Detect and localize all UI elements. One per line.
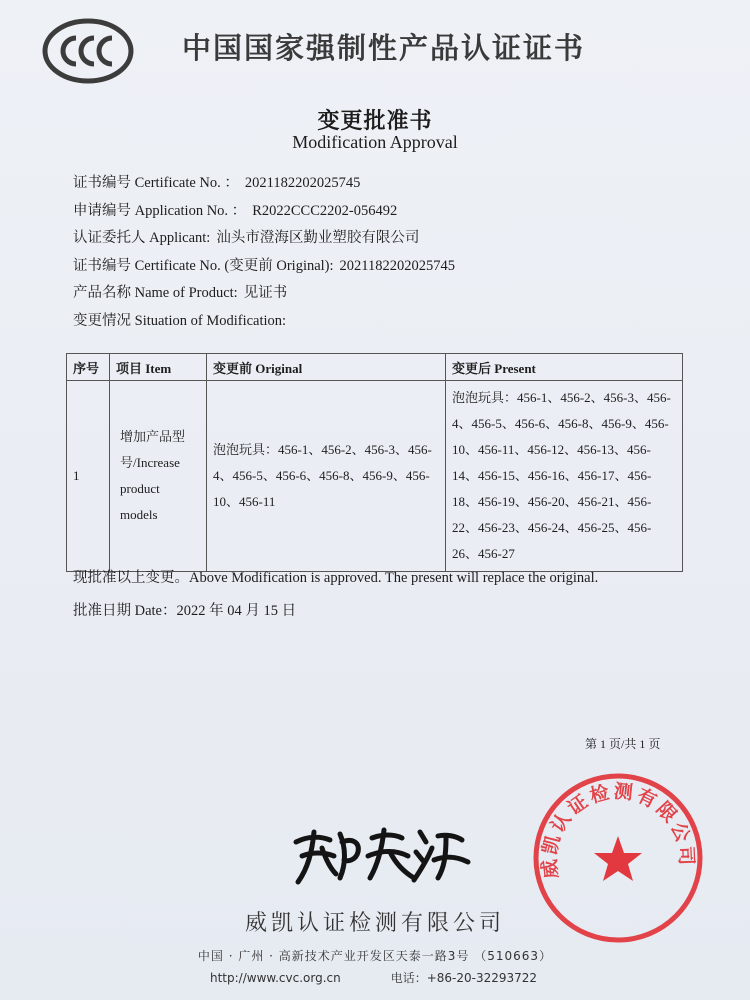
info-row-certificate-no [73,172,455,200]
signature [286,812,476,888]
cell-original: 泡泡玩具：456-1、456-2、456-3、456-4、456-5、456-6、456-8、456-9、456-10、456-11 [207,381,446,572]
footer-address: 中国 · 广州 · 高新技术产业开发区天泰一路3号 （510663） [197,949,553,963]
info-value: 汕头市澄海区勤业塑胶有限公司 [216,230,420,246]
info-value: R2022CCC2202-056492 [252,202,398,219]
header-item: 项目 Item [110,354,207,381]
info-label: 证书编号 Certificate No. ： [73,175,239,191]
info-label: 认证委托人 Applicant: [73,230,211,246]
footer-company: 威凯认证检测有限公司 [244,911,505,936]
header-original: 变更前 Original [207,354,446,381]
seal-text: 威凯认证检测有限公司 [538,780,698,880]
info-row-original-certificate [73,255,455,283]
info-label: 证书编号 Certificate No. (变更前 Original): [73,257,334,274]
info-label: 产品名称 Name of Product: [73,285,238,301]
header-title: 中国国家强制性产品认证证书 [182,31,586,65]
seal-star-icon [594,836,642,881]
approval-statement: 现批准以上变更。Above Modification is approved. The present will replace the original. [73,570,599,586]
info-label: 申请编号 Application No. ： [73,202,247,219]
info-row-product-name [73,282,455,310]
cell-item: 增加产品型号/Increase product models [110,381,207,572]
doc-title-cn: 变更批准书 [317,108,433,133]
footer-contact [210,969,537,986]
table-row [67,381,683,572]
footer-phone: 电话：+86-20-32293722 [390,971,538,985]
info-value: 见证书 [243,285,288,301]
ccc-logo [42,18,134,84]
info-block [73,172,455,337]
modification-table [66,353,683,572]
cell-no: 1 [67,381,110,572]
info-value: 2021182202025745 [339,257,456,274]
approval-date-value: 2022 年 04 月 15 日 [176,603,297,619]
info-row-modification [73,310,455,338]
info-row-applicant [73,227,455,255]
cell-present: 泡泡玩具：456-1、456-2、456-3、456-4、456-5、456-6、456-8、456-9、456-10、456-11、456-12、456-13、456-14、456-15、456-16、456-17、456-18、456-19、456-20、456-21、456-22、456-23、456-24、456-25、456-26、456-27 [446,381,683,572]
approval-date-label: 批准日期 Date： [73,603,177,619]
table-header-row [67,354,683,381]
header-no: 序号 [67,354,110,381]
info-value: 2021182202025745 [244,175,361,191]
info-row-application-no [73,200,455,228]
doc-title-en: Modification Approval [292,132,458,152]
footer-website: http://www.cvc.org.cn [210,971,341,985]
page-number: 第 1 页/共 1 页 [585,737,661,751]
header-present: 变更后 Present [446,354,683,381]
approval-date [73,599,296,620]
info-label: 变更情况 Situation of Modification: [73,312,287,329]
